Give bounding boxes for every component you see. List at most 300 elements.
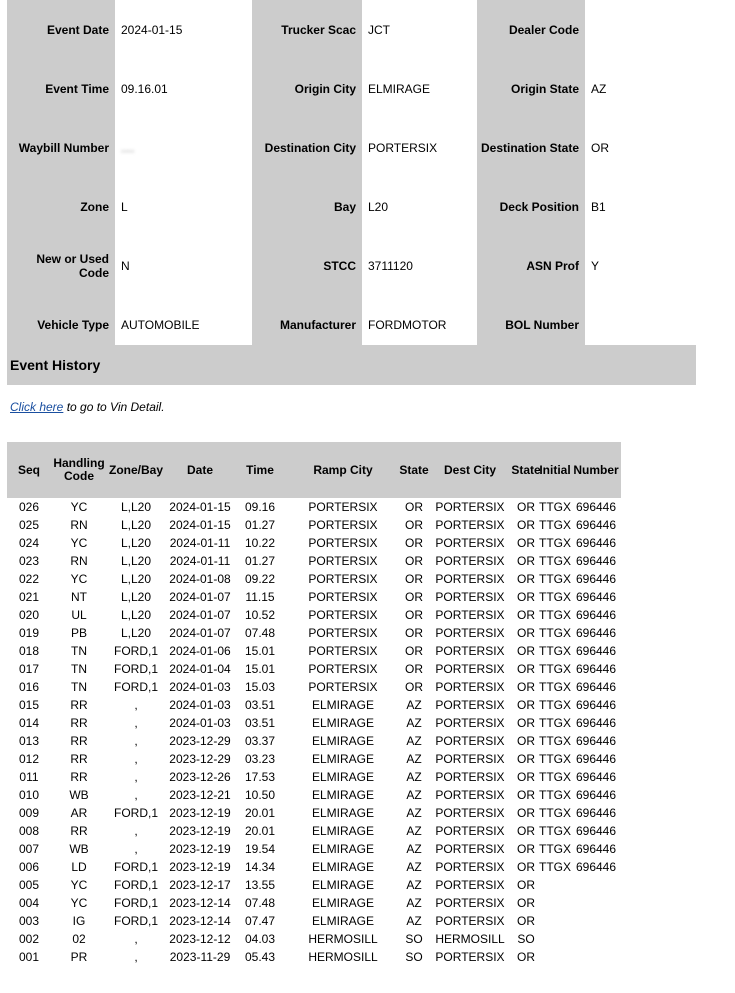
table-cell: TTGX <box>539 644 571 658</box>
column-header: Date <box>186 462 213 477</box>
table-row <box>7 678 621 696</box>
table-cell: OR <box>517 662 535 676</box>
table-cell: OR <box>517 500 535 514</box>
table-cell: 2024-01-03 <box>169 680 231 694</box>
table-cell: , <box>134 734 138 748</box>
table-cell: 11.15 <box>245 590 275 604</box>
table-cell: , <box>134 842 138 856</box>
table-row <box>7 570 621 588</box>
table-cell: PORTERSIX <box>435 896 505 910</box>
detail-label: ASN Prof <box>477 236 585 295</box>
detail-label: Deck Position <box>477 177 585 236</box>
table-cell: , <box>134 770 138 784</box>
table-cell: NT <box>71 590 87 604</box>
detail-label: Destination State <box>477 118 585 177</box>
table-cell: 10.52 <box>244 608 276 622</box>
table-cell: 696446 <box>575 788 617 802</box>
table-cell: 009 <box>18 806 40 820</box>
table-cell: 2023-12-19 <box>169 806 231 820</box>
table-cell: 09.16 <box>244 500 276 514</box>
table-cell: FORD,1 <box>113 680 158 694</box>
table-cell: , <box>134 950 138 964</box>
table-cell: TTGX <box>539 680 571 694</box>
table-cell: 2024-01-07 <box>169 590 231 604</box>
table-cell: AZ <box>406 806 422 820</box>
table-cell: FORD,1 <box>113 662 158 676</box>
table-cell: RR <box>70 716 88 730</box>
table-cell: PORTERSIX <box>435 500 505 514</box>
table-row <box>7 498 621 516</box>
table-cell: 07.48 <box>244 896 276 910</box>
table-cell: PORTERSIX <box>435 626 505 640</box>
column-header: Seq <box>17 462 40 477</box>
table-cell: OR <box>405 590 423 604</box>
table-cell: OR <box>517 554 535 568</box>
table-row <box>7 768 621 786</box>
table-cell: 696446 <box>575 842 617 856</box>
table-cell: RN <box>70 518 88 532</box>
table-row <box>7 714 621 732</box>
table-cell: ELMIRAGE <box>311 770 374 784</box>
table-cell: 696446 <box>575 590 617 604</box>
table-cell: 14.34 <box>244 860 276 874</box>
table-cell: PORTERSIX <box>435 662 505 676</box>
table-cell: 17.53 <box>244 770 276 784</box>
table-cell: PORTERSIX <box>308 518 378 532</box>
column-header: Number <box>573 462 619 477</box>
table-row <box>7 534 621 552</box>
table-cell: PORTERSIX <box>435 788 505 802</box>
table-cell: YC <box>70 572 88 586</box>
table-cell: OR <box>405 554 423 568</box>
table-cell: 2024-01-15 <box>169 518 231 532</box>
table-cell: PORTERSIX <box>435 842 505 856</box>
vin-detail-line <box>10 400 165 414</box>
detail-label: BOL Number <box>477 295 585 354</box>
detail-label: Destination City <box>252 118 362 177</box>
table-cell: HERMOSILL <box>308 950 378 964</box>
table-cell: 011 <box>19 770 39 784</box>
table-cell: 696446 <box>575 554 617 568</box>
table-cell: L,L20 <box>120 608 152 622</box>
table-cell: OR <box>517 626 535 640</box>
event-history-table <box>7 442 621 966</box>
table-cell: OR <box>517 590 535 604</box>
table-row <box>7 930 621 948</box>
table-cell: TTGX <box>539 824 571 838</box>
table-row <box>7 516 621 534</box>
vin-detail-link-suffix: to go to Vin Detail. <box>63 400 165 414</box>
table-cell: 017 <box>18 662 40 676</box>
table-cell: 2024-01-06 <box>169 644 231 658</box>
table-cell: 10.50 <box>244 788 276 802</box>
table-cell: 007 <box>18 842 40 856</box>
table-cell: TN <box>71 644 87 658</box>
table-cell: OR <box>405 662 423 676</box>
table-cell: 012 <box>18 752 40 766</box>
table-cell: SO <box>405 950 423 964</box>
table-cell: TTGX <box>539 842 571 856</box>
detail-value: B1 <box>591 199 606 214</box>
table-cell: PORTERSIX <box>308 608 378 622</box>
table-cell: 20.01 <box>244 806 276 820</box>
detail-label: Vehicle Type <box>7 295 115 354</box>
detail-label: Event Date <box>7 0 115 59</box>
table-cell: 018 <box>18 644 40 658</box>
detail-value: 09.16.01 <box>121 81 168 96</box>
detail-value: L <box>121 199 128 214</box>
table-cell: 696446 <box>575 806 617 820</box>
table-cell: 696446 <box>575 734 617 748</box>
table-cell: TN <box>71 662 87 676</box>
table-cell: PR <box>70 950 88 964</box>
table-row <box>7 786 621 804</box>
table-cell: 004 <box>18 896 40 910</box>
table-cell: , <box>134 788 138 802</box>
detail-label: Waybill Number <box>7 118 115 177</box>
detail-label: STCC <box>252 236 362 295</box>
table-cell: OR <box>517 788 535 802</box>
table-cell: 2023-12-12 <box>169 932 231 946</box>
table-cell: SO <box>405 932 423 946</box>
table-cell: RN <box>70 554 88 568</box>
details-row <box>7 236 645 295</box>
table-cell: AZ <box>406 770 422 784</box>
table-cell: L,L20 <box>120 518 152 532</box>
table-cell: OR <box>517 824 535 838</box>
table-cell: ELMIRAGE <box>311 788 374 802</box>
table-row <box>7 912 621 930</box>
table-row <box>7 876 621 894</box>
details-row <box>7 118 645 177</box>
table-cell: TTGX <box>539 860 571 874</box>
table-cell: 2023-12-19 <box>169 824 231 838</box>
table-cell: OR <box>517 950 535 964</box>
table-cell: PORTERSIX <box>308 626 378 640</box>
table-cell: 02 <box>72 932 86 946</box>
table-cell: FORD,1 <box>113 806 158 820</box>
table-cell: 20.01 <box>244 824 276 838</box>
detail-value <box>585 0 645 59</box>
column-header: State <box>511 462 541 477</box>
table-cell: TTGX <box>539 734 571 748</box>
table-cell: PORTERSIX <box>435 860 505 874</box>
table-cell: OR <box>517 752 535 766</box>
table-cell: ELMIRAGE <box>311 914 374 928</box>
table-row <box>7 660 621 678</box>
detail-value: Y <box>591 258 600 273</box>
table-cell: PORTERSIX <box>308 500 378 514</box>
table-cell: 07.47 <box>244 914 276 928</box>
table-cell: ELMIRAGE <box>311 806 374 820</box>
table-cell: OR <box>517 734 535 748</box>
detail-value: L20 <box>368 199 389 214</box>
detail-value: 2024-01-15 <box>121 22 183 37</box>
vehicle-details <box>7 0 645 354</box>
table-cell: L,L20 <box>120 500 152 514</box>
vin-detail-link[interactable]: Click here <box>10 400 64 414</box>
table-cell: 2024-01-04 <box>169 662 231 676</box>
table-cell: PORTERSIX <box>308 572 378 586</box>
table-cell: 2023-12-19 <box>169 842 231 856</box>
table-cell: TTGX <box>539 788 571 802</box>
table-cell: YC <box>70 896 88 910</box>
table-cell: 015 <box>18 698 40 712</box>
detail-label: Bay <box>252 177 362 236</box>
table-row <box>7 588 621 606</box>
table-cell: OR <box>517 914 535 928</box>
table-cell: OR <box>517 716 535 730</box>
detail-value: .... <box>121 140 135 155</box>
table-cell: AZ <box>406 896 422 910</box>
table-cell: OR <box>405 644 423 658</box>
table-header <box>7 442 621 498</box>
table-cell: PORTERSIX <box>435 536 505 550</box>
column-header: State <box>399 462 429 477</box>
table-cell: 696446 <box>575 626 617 640</box>
table-cell: PORTERSIX <box>308 644 378 658</box>
table-cell: YC <box>70 536 88 550</box>
table-cell: OR <box>405 626 423 640</box>
table-cell: OR <box>405 518 423 532</box>
table-cell: 05.43 <box>244 950 276 964</box>
table-cell: 696446 <box>575 680 617 694</box>
table-cell: PORTERSIX <box>435 608 505 622</box>
table-cell: FORD,1 <box>113 878 158 892</box>
table-cell: 696446 <box>575 716 617 730</box>
table-row <box>7 624 621 642</box>
table-cell: 696446 <box>575 662 617 676</box>
table-cell: 2023-12-17 <box>169 878 231 892</box>
table-cell: AZ <box>406 860 422 874</box>
table-cell: PORTERSIX <box>435 806 505 820</box>
event-history-title: Event History <box>10 357 101 373</box>
table-cell: PORTERSIX <box>435 752 505 766</box>
table-cell: 696446 <box>575 860 617 874</box>
table-cell: OR <box>517 572 535 586</box>
table-cell: TTGX <box>539 806 571 820</box>
table-cell: , <box>134 824 138 838</box>
table-cell: L,L20 <box>120 536 152 550</box>
table-cell: ELMIRAGE <box>311 716 374 730</box>
detail-value: FORDMOTOR <box>368 317 447 332</box>
detail-label: Origin City <box>252 59 362 118</box>
table-cell: PORTERSIX <box>308 662 378 676</box>
column-header: Initial <box>539 462 571 477</box>
table-cell: 2023-12-19 <box>169 860 231 874</box>
table-cell: 021 <box>18 590 40 604</box>
detail-label: Event Time <box>7 59 115 118</box>
table-cell: 020 <box>18 608 40 622</box>
table-cell: WB <box>69 788 89 802</box>
table-cell: PORTERSIX <box>308 536 378 550</box>
table-cell: 03.51 <box>244 716 276 730</box>
table-row <box>7 750 621 768</box>
detail-value: ELMIRAGE <box>368 81 431 96</box>
table-cell: 2024-01-11 <box>169 536 231 550</box>
table-cell: TTGX <box>539 626 571 640</box>
table-cell: OR <box>517 680 535 694</box>
table-cell: 696446 <box>575 500 617 514</box>
detail-value: 3711120 <box>368 258 413 273</box>
table-row <box>7 696 621 714</box>
table-cell: , <box>134 752 138 766</box>
table-cell: TTGX <box>539 518 571 532</box>
table-cell: 024 <box>18 536 40 550</box>
table-cell: UL <box>71 608 87 622</box>
table-cell: PORTERSIX <box>435 572 505 586</box>
column-header: Handling Code <box>53 456 105 483</box>
table-cell: 005 <box>18 878 40 892</box>
table-cell: 696446 <box>575 824 617 838</box>
table-cell: 15.01 <box>244 644 276 658</box>
table-cell: 01.27 <box>244 518 276 532</box>
table-cell: L,L20 <box>120 590 152 604</box>
table-cell: ELMIRAGE <box>311 824 374 838</box>
table-cell: AZ <box>406 752 422 766</box>
table-cell: 023 <box>18 554 40 568</box>
table-cell: OR <box>517 518 535 532</box>
table-row <box>7 606 621 624</box>
table-cell: 19.54 <box>244 842 276 856</box>
table-cell: ELMIRAGE <box>311 896 374 910</box>
details-row <box>7 0 645 59</box>
table-cell: 008 <box>18 824 40 838</box>
table-cell: 2023-12-21 <box>169 788 231 802</box>
table-cell: PORTERSIX <box>435 914 505 928</box>
detail-value: AZ <box>591 81 607 96</box>
table-cell: 2024-01-03 <box>169 716 231 730</box>
table-cell: 013 <box>18 734 40 748</box>
table-cell: OR <box>517 608 535 622</box>
detail-value: N <box>121 258 130 273</box>
table-cell: OR <box>517 878 535 892</box>
table-cell: 2023-11-29 <box>169 950 231 964</box>
table-row <box>7 948 621 966</box>
table-cell: 09.22 <box>244 572 276 586</box>
table-cell: 13.55 <box>244 878 276 892</box>
table-cell: PB <box>70 626 87 640</box>
table-cell: OR <box>517 896 535 910</box>
table-cell: ELMIRAGE <box>311 860 374 874</box>
table-cell: 2023-12-14 <box>169 914 231 928</box>
table-cell: 2024-01-07 <box>169 608 231 622</box>
table-body <box>7 498 621 966</box>
table-cell: OR <box>405 536 423 550</box>
table-cell: PORTERSIX <box>435 644 505 658</box>
table-cell: , <box>134 716 138 730</box>
table-cell: 04.03 <box>244 932 276 946</box>
detail-label: Zone <box>7 177 115 236</box>
column-header: Ramp City <box>313 462 373 477</box>
detail-value: OR <box>591 140 609 155</box>
table-cell: HERMOSILL <box>435 932 505 946</box>
detail-value: PORTERSIX <box>368 140 438 155</box>
table-cell: L,L20 <box>120 626 152 640</box>
table-cell: OR <box>517 536 535 550</box>
detail-label: New or Used Code <box>7 236 115 295</box>
table-cell: TTGX <box>539 698 571 712</box>
table-cell: 01.27 <box>244 554 276 568</box>
table-cell: 2023-12-26 <box>169 770 231 784</box>
table-cell: OR <box>517 770 535 784</box>
table-cell: 03.51 <box>244 698 276 712</box>
table-cell: FORD,1 <box>113 860 158 874</box>
table-cell: AZ <box>406 788 422 802</box>
table-cell: OR <box>405 680 423 694</box>
table-cell: 696446 <box>575 644 617 658</box>
table-cell: PORTERSIX <box>435 770 505 784</box>
table-cell: OR <box>517 842 535 856</box>
table-cell: 15.01 <box>244 662 276 676</box>
table-cell: TTGX <box>539 770 571 784</box>
table-cell: YC <box>70 500 88 514</box>
table-cell: OR <box>405 500 423 514</box>
details-row <box>7 177 645 236</box>
table-cell: RR <box>70 698 88 712</box>
table-cell: 2024-01-07 <box>169 626 231 640</box>
table-cell: ELMIRAGE <box>311 878 374 892</box>
table-cell: OR <box>517 644 535 658</box>
table-cell: 2024-01-15 <box>169 500 231 514</box>
table-row <box>7 552 621 570</box>
table-cell: 696446 <box>575 572 617 586</box>
table-cell: RR <box>70 770 88 784</box>
table-cell: OR <box>517 806 535 820</box>
detail-label: Dealer Code <box>477 0 585 59</box>
table-cell: 2023-12-29 <box>169 752 231 766</box>
table-cell: RR <box>70 734 88 748</box>
table-cell: LD <box>71 860 87 874</box>
table-cell: TTGX <box>539 662 571 676</box>
table-cell: SO <box>517 932 535 946</box>
column-header: Dest City <box>443 462 496 477</box>
detail-value: JCT <box>368 22 390 37</box>
table-cell: , <box>134 698 138 712</box>
table-cell: 03.23 <box>244 752 276 766</box>
table-cell: 07.48 <box>244 626 276 640</box>
table-cell: ELMIRAGE <box>311 752 374 766</box>
table-cell: 010 <box>18 788 40 802</box>
table-cell: RR <box>70 824 88 838</box>
table-cell: 696446 <box>575 518 617 532</box>
table-cell: PORTERSIX <box>435 824 505 838</box>
table-cell: RR <box>70 752 88 766</box>
table-cell: 002 <box>18 932 40 946</box>
table-cell: PORTERSIX <box>308 590 378 604</box>
table-row <box>7 804 621 822</box>
table-cell: PORTERSIX <box>308 680 378 694</box>
table-cell: 019 <box>18 626 40 640</box>
table-cell: PORTERSIX <box>435 518 505 532</box>
table-cell: TTGX <box>539 752 571 766</box>
table-cell: 001 <box>18 950 40 964</box>
table-cell: OR <box>405 572 423 586</box>
table-cell: L,L20 <box>120 554 152 568</box>
detail-value: AUTOMOBILE <box>121 317 200 332</box>
table-cell: 2023-12-29 <box>169 734 231 748</box>
detail-label: Origin State <box>477 59 585 118</box>
table-cell: 025 <box>18 518 40 532</box>
column-header: Zone/Bay <box>108 462 163 477</box>
table-cell: 003 <box>18 914 40 928</box>
table-cell: , <box>134 932 138 946</box>
table-cell: PORTERSIX <box>435 716 505 730</box>
table-cell: 10.22 <box>244 536 276 550</box>
table-row <box>7 732 621 750</box>
table-cell: AZ <box>406 878 422 892</box>
table-cell: AZ <box>406 698 422 712</box>
